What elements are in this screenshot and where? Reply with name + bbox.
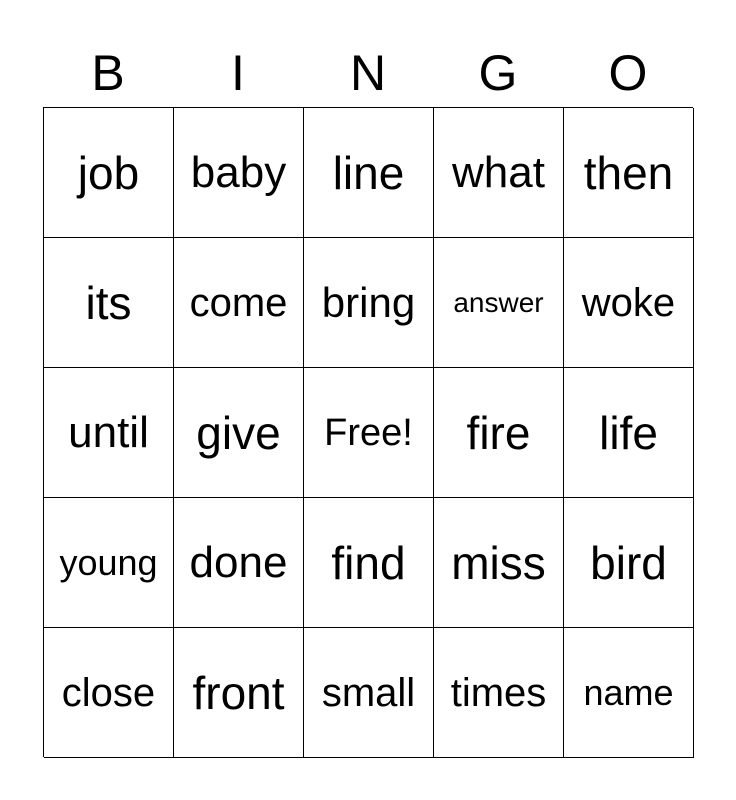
header-letter-o: O [608,45,648,101]
bingo-cell: times [434,628,564,758]
bingo-cell: then [564,108,694,238]
bingo-cell: woke [564,238,694,368]
bingo-cell: done [174,498,304,628]
bingo-cell: baby [174,108,304,238]
bingo-board [43,107,693,757]
bingo-cell: answer [434,238,564,368]
bingo-cell: name [564,628,694,758]
bingo-cell: front [174,628,304,758]
free-space: Free! [304,368,434,498]
bingo-cell: find [304,498,434,628]
bingo-cell: what [434,108,564,238]
header-letter-n: N [349,45,387,101]
bingo-cell: until [44,368,174,498]
bingo-cell: give [174,368,304,498]
bingo-cell: bird [564,498,694,628]
bingo-cell: come [174,238,304,368]
header-letter-b: B [91,45,125,101]
bingo-cell: its [44,238,174,368]
bingo-cell: close [44,628,174,758]
bingo-cell: fire [434,368,564,498]
bingo-cell: bring [304,238,434,368]
bingo-cell: small [304,628,434,758]
bingo-cell: job [44,108,174,238]
bingo-cell: miss [434,498,564,628]
bingo-cell: young [44,498,174,628]
bingo-cell: line [304,108,434,238]
header-letter-i: I [231,45,245,101]
header-letter-g: G [478,45,518,101]
bingo-cell: life [564,368,694,498]
bingo-header [43,40,693,106]
